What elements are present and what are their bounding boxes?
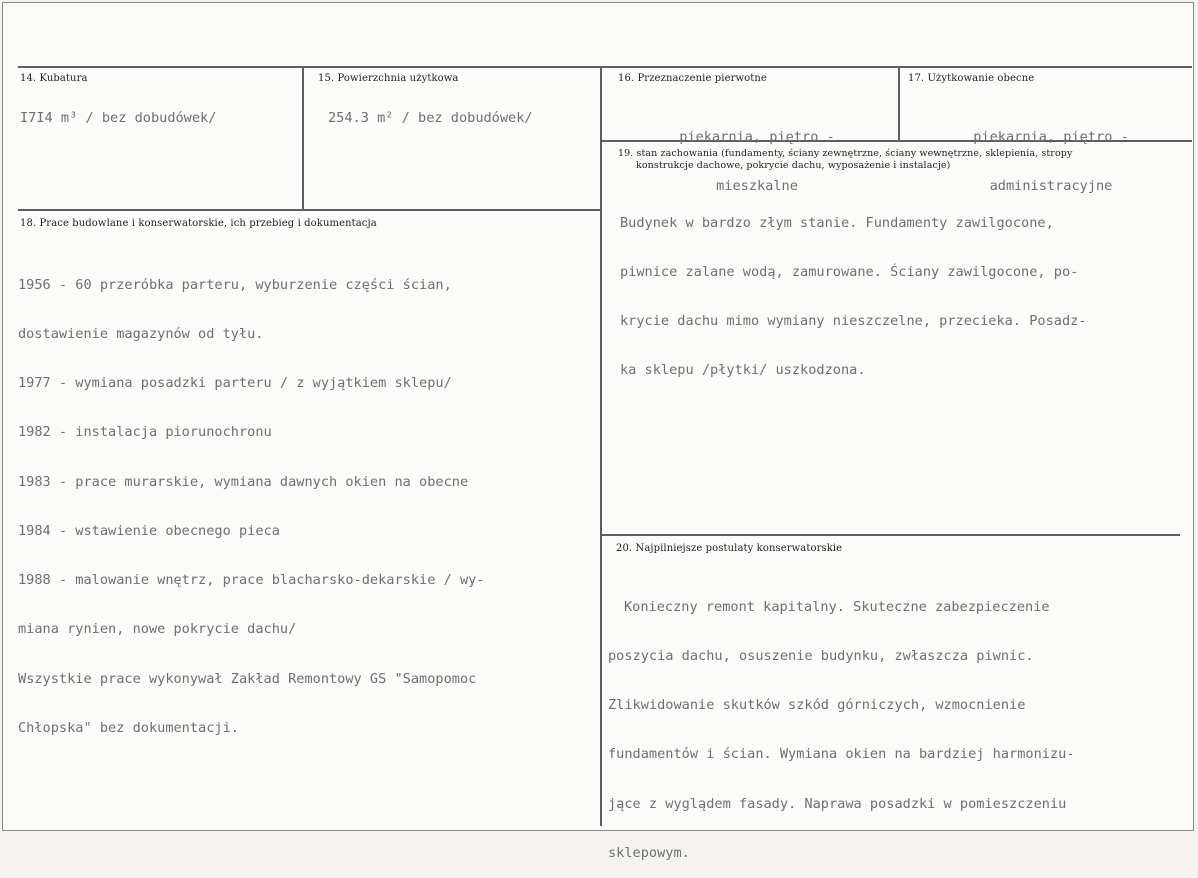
przeznaczenie-line-1: piekarnia, piętro - (679, 128, 835, 145)
przeznaczenie-label: 16. Przeznaczenie pierwotne (618, 73, 767, 84)
stan-line-3: krycie dachu mimo wymiany nieszczelne, przecieka. Posadz- (620, 313, 1087, 330)
prace-value (18, 244, 485, 753)
divider-14-15 (302, 66, 304, 210)
postulaty-line-2: poszycia dachu, osuszenie budynku, zwłaszcza piwnic. (608, 648, 1034, 665)
przeznaczenie-line-2: mieszkalne (716, 178, 798, 195)
stan-label (618, 148, 1072, 172)
divider-main (600, 66, 602, 826)
section20-rule (602, 534, 1180, 536)
prace-line-7: 1988 - malowanie wnętrz, prace blacharsko-dekarskie / wy- (18, 572, 485, 589)
kubatura-value: I7I4 m³ / bez dobudówek/ (20, 110, 217, 126)
uzytkowanie-line-1: piekarnia, piętro - (973, 128, 1129, 145)
uzytkowanie-line-2: administracyjne (989, 178, 1113, 195)
prace-line-3: 1977 - wymiana posadzki parteru / z wyjątkiem sklepu/ (18, 375, 452, 392)
stan-label-line-1: 19. stan zachowania (fundamenty, ściany zewnętrzne, ściany wewnętrzne, sklepienia, stropy (618, 148, 1073, 159)
stan-line-2: piwnice zalane wodą, zamurowane. Ściany zawilgocone, po- (620, 264, 1079, 281)
postulaty-label: 20. Najpilniejsze postulaty konserwatorskie (616, 543, 843, 554)
prace-line-10: Chłopska" bez dokumentacji. (18, 719, 239, 736)
prace-line-9: Wszystkie prace wykonywał Zakład Remontowy GS "Samopomoc (18, 670, 477, 687)
prace-line-2: dostawienie magazynów od tyłu. (18, 326, 264, 343)
powierzchnia-label: 15. Powierzchnia użytkowa (318, 73, 459, 84)
postulaty-line-3: Zlikwidowanie skutków szkód górniczych, wzmocnienie (608, 697, 1026, 714)
stan-label-line-2: konstrukcje dachowe, pokrycie dachu, wyposażenie i instalacje) (636, 160, 951, 171)
postulaty-value (608, 566, 1075, 878)
prace-label: 18. Prace budowlane i konserwatorskie, ich przebieg i dokumentacja (20, 218, 377, 229)
postulaty-line-4: fundamentów i ścian. Wymiana okien na bardziej harmonizu- (608, 746, 1075, 763)
kubatura-label: 14. Kubatura (20, 73, 88, 84)
stan-value (620, 182, 1087, 395)
postulaty-line-1: Konieczny remont kapitalny. Skuteczne zabezpieczenie (624, 598, 1050, 615)
stan-line-4: ka sklepu /płytki/ uszkodzona. (620, 362, 866, 379)
postulaty-line-5: jące z wyglądem fasady. Naprawa posadzki w pomieszczeniu (608, 795, 1067, 812)
row1-rule (18, 209, 600, 211)
prace-line-6: 1984 - wstawienie obecnego pieca (18, 522, 280, 539)
postulaty-line-6: sklepowym. (608, 844, 690, 861)
uzytkowanie-label: 17. Użytkowanie obecne (908, 73, 1035, 84)
prace-line-8: miana rynien, nowe pokrycie dachu/ (18, 621, 297, 638)
powierzchnia-value: 254.3 m² / bez dobudówek/ (328, 110, 533, 126)
stan-line-1: Budynek w bardzo złym stanie. Fundamenty zawilgocone, (620, 214, 1054, 231)
top-rule (18, 66, 1192, 68)
prace-line-4: 1982 - instalacja piorunochronu (18, 424, 272, 441)
prace-line-5: 1983 - prace murarskie, wymiana dawnych okien na obecne (18, 473, 469, 490)
prace-line-1: 1956 - 60 przeróbka parteru, wyburzenie części ścian, (18, 276, 452, 293)
